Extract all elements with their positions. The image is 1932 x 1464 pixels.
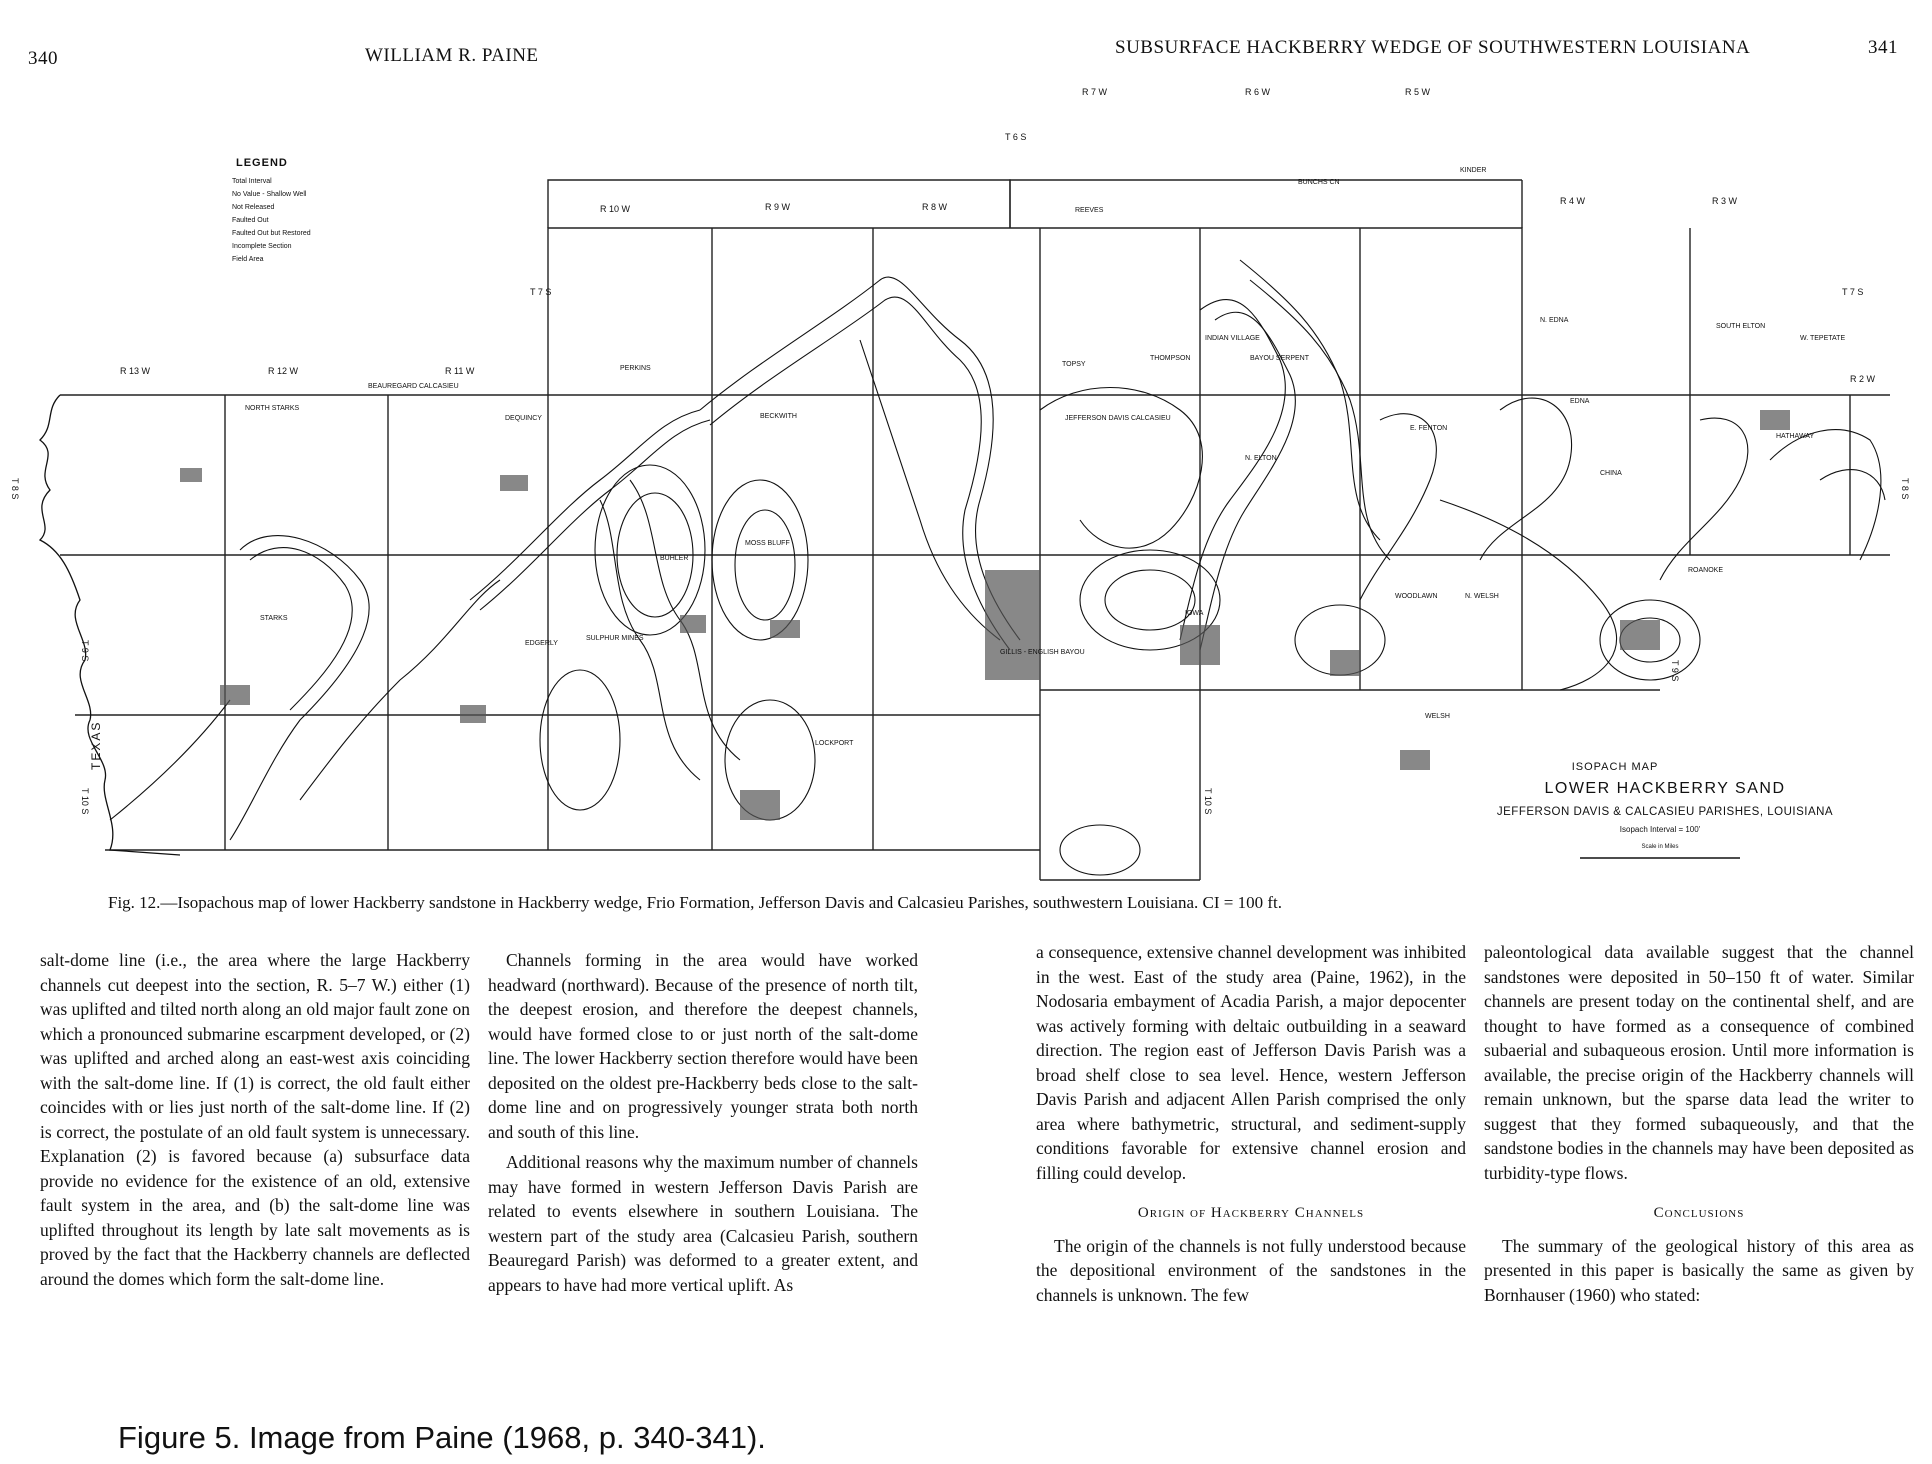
range-label: R 6 W xyxy=(1245,87,1271,97)
map-scale-label: Scale in Miles xyxy=(1641,844,1679,850)
range-label: R 9 W xyxy=(765,202,791,212)
range-label: R 11 W xyxy=(445,366,475,376)
left-running-head: WILLIAM R. PAINE xyxy=(365,45,539,66)
field-label: GILLIS - ENGLISH BAYOU xyxy=(1000,649,1085,656)
field-label: N. ELTON xyxy=(1245,455,1277,462)
field-label: E. FENTON xyxy=(1410,425,1448,432)
isopach-map xyxy=(0,80,1932,900)
field-label: THOMPSON xyxy=(1150,355,1191,362)
field-label: IOWA xyxy=(1185,610,1204,617)
field-label: EDGERLY xyxy=(525,640,558,647)
section-heading: Origin of Hackberry Channels xyxy=(1137,1205,1365,1221)
text-column-2 xyxy=(488,948,918,1303)
right-page-number: 341 xyxy=(1868,37,1898,58)
field-label: ROANOKE xyxy=(1688,567,1724,574)
text-column-1 xyxy=(40,948,470,1297)
range-label: R 10 W xyxy=(600,204,631,214)
field-label: STARKS xyxy=(260,615,288,622)
paragraph: The origin of the channels is not fully understood because the depositional environment of the sandstones in the channels is unknown. The few xyxy=(1036,1235,1466,1305)
paragraph: paleontological data available suggest that the channel sandstones were deposited in 50–150 ft of water. Similar channels are present today on the continental shelf, and are thought to have formed as a consequence of combined subaerial and subaqueous erosion. Until more information is available, the precise origin of the Hackberry channels will remain unknown, but the sparse data lead the writer to suggest that they formed subaqueously, and that the sandstone bodies in the channels may have been deposited as turbidity-type flows. xyxy=(1484,942,1914,1183)
section-heading: Conclusions xyxy=(1653,1205,1745,1221)
figure-caption-journal: Fig. 12.—Isopachous map of lower Hackberry sandstone in Hackberry wedge, Frio Formation, Jefferson Davis and Calcasieu Parishes, southwestern Louisiana. CI = 100 ft. xyxy=(108,893,1282,912)
field-label: TOPSY xyxy=(1062,361,1086,368)
left-page-number: 340 xyxy=(28,48,58,69)
field-labels xyxy=(245,167,1845,747)
legend-item: Not Released xyxy=(232,204,275,211)
range-label: R 4 W xyxy=(1560,196,1586,206)
field-label: WOODLAWN xyxy=(1395,593,1438,600)
township-label: T 6 S xyxy=(1005,132,1027,142)
range-labels xyxy=(120,87,1876,384)
field-areas xyxy=(180,410,1790,820)
map-interval: Isopach Interval = 100' xyxy=(1619,825,1701,834)
township-label: T 9 S xyxy=(1670,660,1680,682)
range-label: R 5 W xyxy=(1405,87,1431,97)
legend-item: Field Area xyxy=(232,256,264,263)
paragraph: a consequence, extensive channel development was inhibited in the west. East of the study area (Paine, 1962), in the Nodosaria embayment of Acadia Parish, a major depocenter was actively forming with deltaic outbuilding in a seaward direction. The region east of Jefferson Davis Parish was a broad shelf close to sea level. Hence, western Jefferson Davis Parish and adjacent Allen Parish comprised the only area where bathymetric, structural, and sediment-supply conditions favorable for extensive channel erosion and filling could develop. xyxy=(1036,942,1466,1183)
sabine-river xyxy=(40,395,180,855)
field-label: EDNA xyxy=(1570,398,1590,405)
map-title-block xyxy=(1497,761,1833,858)
paragraph: salt-dome line (i.e., the area where the large Hackberry channels cut deepest into the section, R. 5–7 W.) either (1) was uplifted and tilted north along an old major fault zone on which a pronounced submarine escarpment developed, or (2) was uplifted and arched along an east-west axis coinciding with the salt-dome line. If (1) is correct, the old fault either coincides with or lies just north of the salt-dome line. If (2) is correct, the postulate of an old fault system is unnecessary. Explanation (2) is favored because (a) subsurface data provide no evidence for the existence of an old, extensive fault system in the area, and (b) the salt-dome line was uplifted throughout its length by late salt movements as is proved by the fact that the Hackberry channels are deflected around the domes which form the salt-dome line. xyxy=(40,950,470,1289)
field-label: DEQUINCY xyxy=(505,415,542,422)
township-label: T 9 S xyxy=(80,640,90,662)
legend-item: Faulted Out xyxy=(232,217,269,224)
range-label: R 8 W xyxy=(922,202,948,212)
text-column-4 xyxy=(1484,940,1914,1313)
field-label: NORTH STARKS xyxy=(245,405,300,412)
field-label: MOSS BLUFF xyxy=(745,540,790,547)
township-label: T 10 S xyxy=(80,788,90,815)
figure-caption: Figure 5. Image from Paine (1968, p. 340-341). xyxy=(118,1420,766,1455)
map-title-small: ISOPACH MAP xyxy=(1571,761,1659,773)
field-label: BAYOU SERPENT xyxy=(1250,355,1309,362)
township-label: T 10 S xyxy=(1203,788,1213,815)
township-label: T 8 S xyxy=(10,478,20,500)
map-title: LOWER HACKBERRY SAND xyxy=(1544,780,1786,797)
legend-item: Incomplete Section xyxy=(232,243,292,250)
field-label: REEVES xyxy=(1075,207,1104,214)
township-label: T 7 S xyxy=(530,287,552,297)
field-label: N. WELSH xyxy=(1465,593,1499,600)
field-label: KINDER xyxy=(1460,167,1487,174)
field-label: BECKWITH xyxy=(760,413,797,420)
field-label: CHINA xyxy=(1600,470,1622,477)
paragraph: Additional reasons why the maximum number of channels may have formed in western Jefferson Davis Parish are related to events elsewhere in southern Louisiana. The western part of the study area (Calcasieu Parish, southern Beauregard Parish) was deformed to a greater extent, and appears to have had more vertical uplift. As xyxy=(488,1152,918,1295)
range-label: R 7 W xyxy=(1082,87,1108,97)
field-label: BUNCHS CN xyxy=(1298,179,1340,186)
paragraph: The summary of the geological history of this area as presented in this paper is basically the same as given by Bornhauser (1960) who stated: xyxy=(1484,1235,1914,1305)
range-label: R 13 W xyxy=(120,366,151,376)
legend-item: Faulted Out but Restored xyxy=(232,230,311,237)
field-label: W. TEPETATE xyxy=(1800,335,1846,342)
right-running-head: SUBSURFACE HACKBERRY WEDGE OF SOUTHWESTERN LOUISIANA xyxy=(1115,37,1751,58)
text-column-3 xyxy=(1036,940,1466,1313)
field-label: SULPHUR MINES xyxy=(586,635,644,642)
field-label: BEAUREGARD CALCASIEU xyxy=(368,383,459,390)
township-label: T 7 S xyxy=(1842,287,1864,297)
field-label: JEFFERSON DAVIS CALCASIEU xyxy=(1065,415,1171,422)
legend-item: No Value - Shallow Well xyxy=(232,191,307,198)
field-label: BUHLER xyxy=(660,555,689,562)
legend-item: Total Interval xyxy=(232,178,272,185)
map-legend xyxy=(232,157,311,263)
field-label: SOUTH ELTON xyxy=(1716,323,1766,330)
range-label: R 3 W xyxy=(1712,196,1738,206)
field-label: LOCKPORT xyxy=(815,740,854,747)
field-label: HATHAWAY xyxy=(1776,433,1815,440)
field-label: PERKINS xyxy=(620,365,651,372)
state-label: TEXAS xyxy=(89,720,103,770)
field-label: WELSH xyxy=(1425,713,1450,720)
map-subtitle: JEFFERSON DAVIS & CALCASIEU PARISHES, LOUISIANA xyxy=(1496,806,1834,818)
legend-title: LEGEND xyxy=(236,157,288,169)
field-label: INDIAN VILLAGE xyxy=(1205,335,1260,342)
paragraph: Channels forming in the area would have worked headward (northward). Because of the presence of north tilt, the deepest erosion, and therefore the deepest channels, would have formed close to or just north of the salt-dome line. The lower Hackberry section therefore would have been deposited on the oldest pre-Hackberry beds close to the salt-dome line and on progressively younger strata both north and south of this line. xyxy=(488,950,918,1142)
range-label: R 2 W xyxy=(1850,374,1876,384)
township-label: T 8 S xyxy=(1900,478,1910,500)
range-label: R 12 W xyxy=(268,366,299,376)
field-label: N. EDNA xyxy=(1540,317,1569,324)
